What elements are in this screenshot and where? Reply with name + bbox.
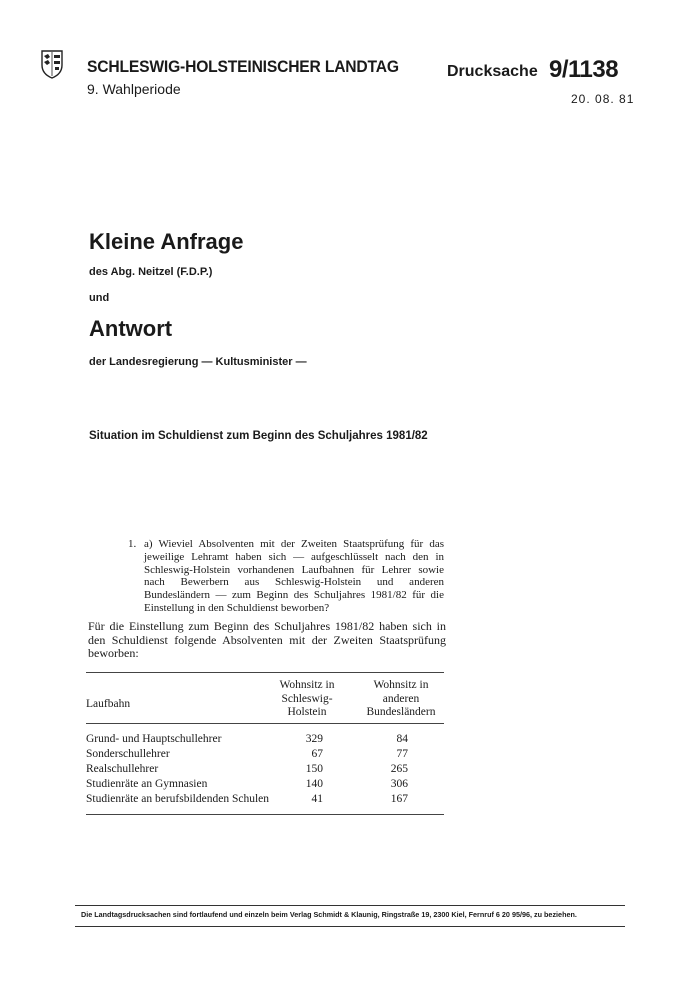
row-label: Studienräte an Gymnasien: [86, 778, 208, 790]
row-value-other: 167: [390, 793, 408, 805]
document-date: 20. 08. 81: [571, 92, 635, 106]
header-sh-line-2: Schleswig-: [281, 692, 333, 705]
heading-antwort: Antwort: [89, 316, 173, 341]
row-label: Realschullehrer: [86, 763, 159, 775]
coat-of-arms-icon: [40, 49, 64, 79]
heading-kleine-anfrage: Kleine Anfrage: [89, 229, 244, 254]
row-label: Grund- und Hauptschullehrer: [86, 733, 222, 745]
table-bottom-rule: [86, 814, 444, 815]
row-value-sh: 150: [305, 763, 323, 775]
drucksache-number: 9/1138: [549, 56, 619, 83]
row-value-sh: 140: [305, 778, 323, 790]
responder-line: der Landesregierung — Kultusminister —: [89, 356, 307, 368]
header-sh-line-1: Wohnsitz in: [279, 679, 335, 691]
drucksache-label: Drucksache: [447, 63, 538, 80]
author-line: des Abg. Neitzel (F.D.P.): [89, 266, 213, 278]
row-value-other: 265: [390, 763, 408, 775]
row-value-other: 306: [390, 778, 408, 790]
header-other-line-3: Bundesländern: [366, 706, 436, 719]
table-header-rule: [86, 723, 444, 724]
row-value-other: 84: [396, 733, 408, 745]
footer-note: Die Landtagsdrucksachen sind fortlaufend und einzeln beim Verlag Schmidt & Klaunig, Ringstraße 19, 2300 Kiel, Fernruf 6 20 95/96, zu beziehen.: [81, 910, 577, 919]
table-top-rule: [86, 672, 444, 673]
header-other-line-1: Wohnsitz in: [373, 679, 429, 691]
question-text: a) Wieviel Absolventen mit der Zweiten Staatsprüfung für das jeweilige Lehramt haben sich — aufgeschlüsselt nach den in Schleswig-Holstein vorhandenen Laufbahnen für Lehrer sowie nach Bewerbern aus Schleswig-Holstein und anderen Bundesländern — zum Beginn des Schuljahres 1981/82 für die Einstellung in den Schuldienst beworben?: [144, 538, 444, 614]
conjunction-und: und: [89, 292, 110, 304]
row-value-other: 77: [396, 748, 408, 760]
header-laufbahn: Laufbahn: [86, 698, 131, 710]
header-sh-line-3: Holstein: [287, 706, 327, 719]
footer-top-rule: [75, 905, 625, 906]
row-value-sh: 329: [305, 733, 323, 745]
footer-bottom-rule: [75, 926, 625, 927]
header-wohnsitz-other: [353, 679, 449, 720]
header-wohnsitz-sh: [262, 679, 352, 720]
parliament-name: SCHLESWIG-HOLSTEINISCHER LANDTAG: [87, 57, 399, 76]
answer-text: Für die Einstellung zum Beginn des Schuljahres 1981/82 haben sich in den Schuldienst folgende Absolventen mit der Zweiten Staatsprüfung beworben:: [88, 619, 446, 661]
question-number: 1.: [128, 538, 137, 550]
topic-title: Situation im Schuldienst zum Beginn des Schuljahres 1981/82: [89, 430, 428, 442]
row-value-sh: 67: [311, 748, 323, 760]
header-other-line-2: anderen: [382, 692, 420, 705]
electoral-period: 9. Wahlperiode: [87, 81, 181, 97]
row-label: Sonderschullehrer: [86, 748, 170, 760]
row-value-sh: 41: [311, 793, 323, 805]
row-label: Studienräte an berufsbildenden Schulen: [86, 793, 269, 805]
